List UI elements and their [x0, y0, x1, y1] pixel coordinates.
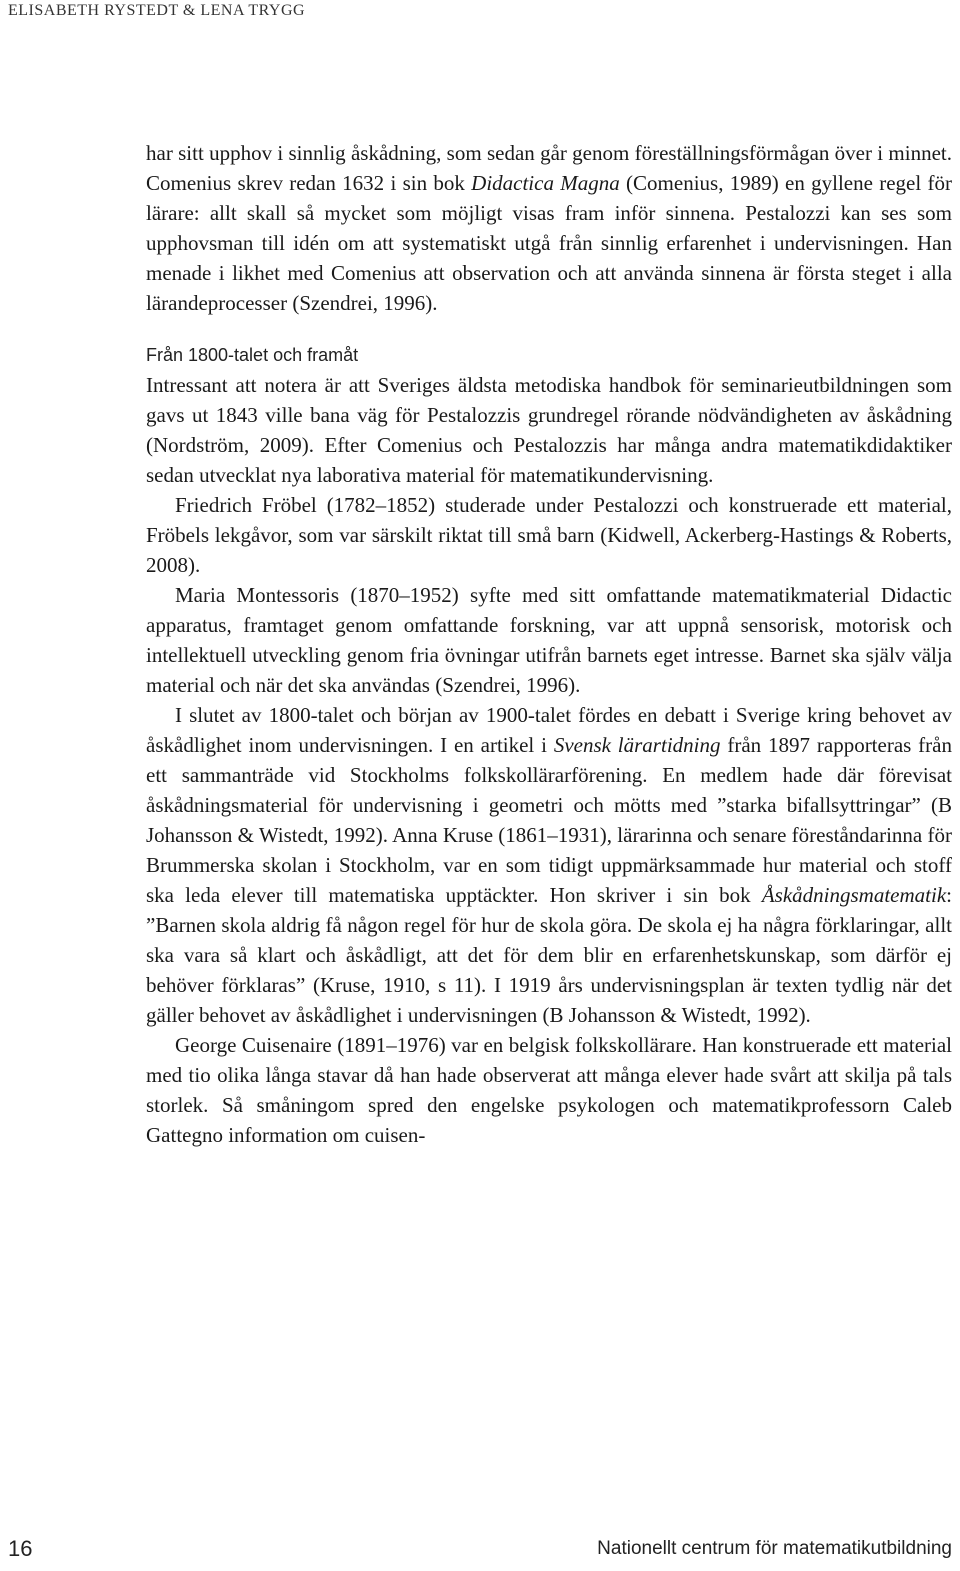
paragraph — [146, 700, 952, 1030]
paragraph-text: (Comenius, 1989) en gyllene regel för lärare: allt skall så mycket som möjligt visas fram inför sinnena. Pestalozzi kan ses som upphovsman till idén om att systematiskt utgå från sinnlig erfarenhet i undervisningen. Han menade i likhet med Comenius att observation och att använda sinnena är första steget i alla lärandeprocesser (Szendrei, 1996). — [146, 171, 952, 315]
paragraph-text: har sitt upphov i sinnlig åskådning, som sedan går genom föreställningsförmågan över i minnet. Comenius skrev redan 1632 i sin bok — [146, 141, 952, 195]
running-head: ELISABETH RYSTEDT & LENA TRYGG — [8, 2, 306, 19]
footer-publisher: Nationellt centrum för matematikutbildning — [597, 1538, 952, 1559]
paragraph-text: : ”Barnen skola aldrig få någon regel för hur de skola göra. De skola ej ha några förklaringar, allt ska vara så klart och åskådligt, att det för dem blir en erfarenhetskunskap, som därför ej behöver förklaras” (Kruse, 1910, s 11). I 1919 års undervisningsplan är texten tydlig när det gäller behovet av åskådlighet i undervisningen (B Johansson & Wistedt, 1992). — [146, 883, 952, 1027]
book-title: Åskådningsmatematik — [761, 883, 947, 907]
book-title: Didactica Magna — [471, 171, 620, 195]
section-heading: Från 1800-talet och framåt — [146, 345, 359, 365]
paragraph — [146, 138, 952, 318]
body-text — [146, 138, 952, 1150]
journal-title: Svensk lärartidning — [553, 733, 721, 757]
paragraph-text: I slutet av 1800-talet och början av 1900-talet fördes en debatt i Sverige kring behovet av åskådlighet inom undervisningen. I en artikel i — [146, 703, 952, 757]
paragraph: Intressant att notera är att Sveriges äldsta metodiska handbok för seminarieutbildningen som gavs ut 1843 ville bana väg för Pestalozzis grundregel rörande nödvändigheten av åskådning (Nordström, 2009). Efter Comenius och Pestalozzis har många andra matematikdidaktiker sedan utvecklat nya laborativa material för matematikundervisning. — [146, 373, 952, 487]
paragraph: Friedrich Fröbel (1782–1852) studerade under Pestalozzi och konstruerade ett material, Fröbels lekgåvor, som var särskilt riktat till små barn (Kidwell, Ackerberg-Hastings & Roberts, 2008). — [146, 493, 952, 577]
paragraph: Maria Montessoris (1870–1952) syfte med sitt omfattande matematikmaterial Didactic apparatus, framtaget genom omfattande forskning, var att uppnå sensorisk, motorisk och intellektuell utveckling genom fria övningar utifrån barnets eget intresse. Barnet ska själv välja material och när det ska användas (Szendrei, 1996). — [146, 583, 952, 697]
paragraph: George Cuisenaire (1891–1976) var en belgisk folkskollärare. Han konstruerade ett material med tio olika långa stavar då han hade observerat att många elever hade svårt att skilja på tals storlek. Så småningom spred den engelske psykologen och matematikprofessorn Caleb Gattegno information om cuisen- — [146, 1033, 952, 1147]
page-number: 16 — [8, 1536, 33, 1561]
paragraph-text: från 1897 rapporteras från ett sammanträde vid Stockholms folkskollärarförening. En medlem hade där förevisat åskådningsmaterial för undervisning i geometri och mötts med ”starka bifallsyttringar” (B Johansson & Wistedt, 1992). Anna Kruse (1861–1931), lärarinna och senare föreståndarinna för Brummerska skolan i Stockholm, var en som tidigt uppmärksammade hur material och stoff ska leda elever till matematiska upptäckter. Hon skriver i sin bok — [146, 733, 952, 907]
